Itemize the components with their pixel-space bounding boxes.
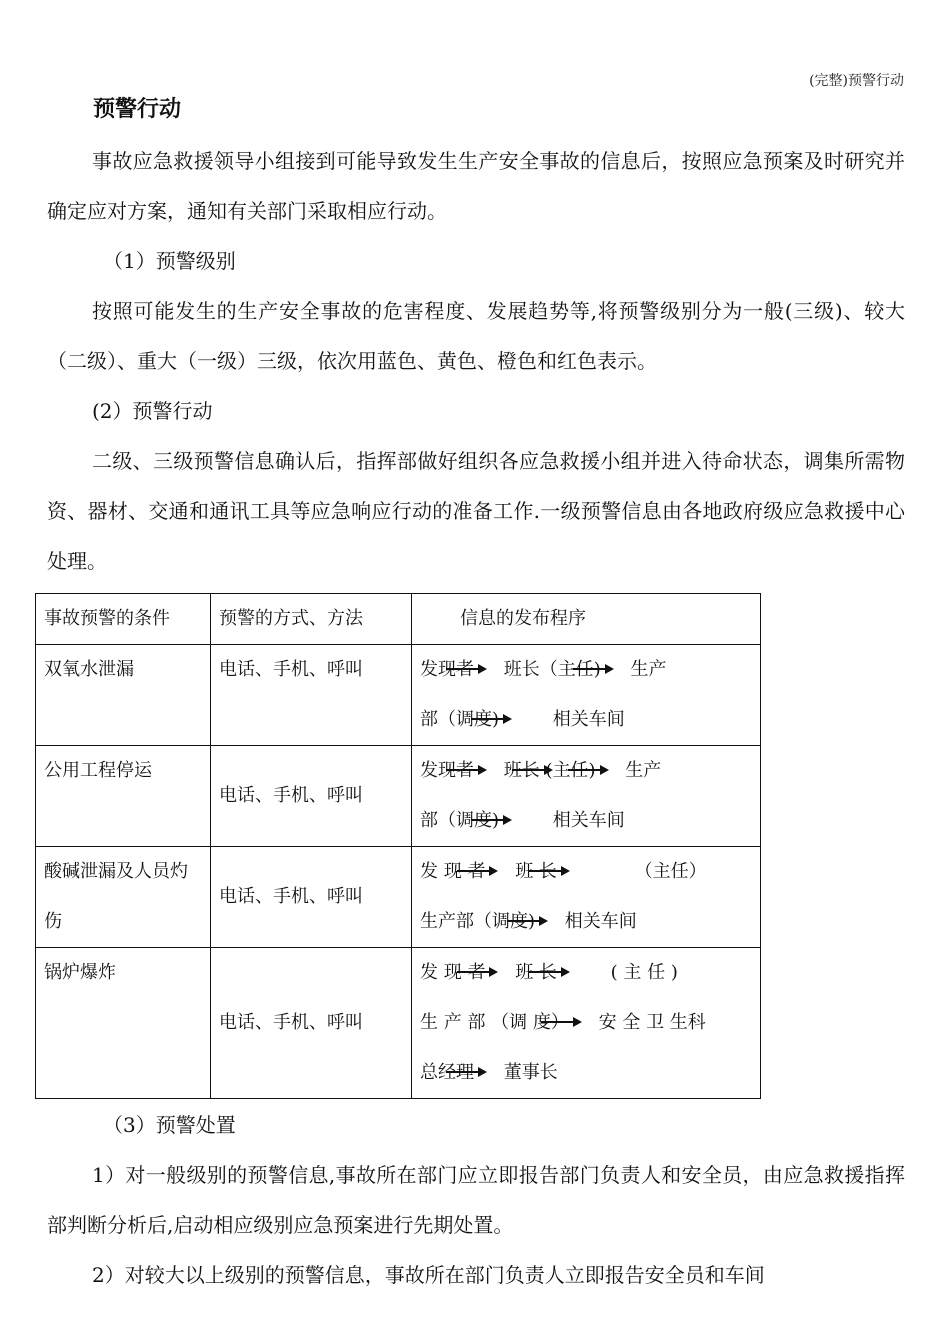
document-body xyxy=(44,136,905,1300)
flow-step: 生产 xyxy=(625,760,662,781)
intro-paragraph: 事故应急救援领导小组接到可能导致发生生产安全事故的信息后，按照应急预案及时研究并确定应对方案，通知有关部门采取相应行动。 xyxy=(47,149,905,223)
row-condition: 酸碱泄漏及人员灼伤 xyxy=(36,847,211,948)
table-row xyxy=(36,645,761,746)
section2-heading: (2）预警行动 xyxy=(92,399,213,423)
running-header: (完整)预警行动 xyxy=(809,73,904,89)
flow-step: 生产部（调度) xyxy=(420,911,536,932)
flow-step: 部（调度) xyxy=(420,709,500,730)
page-title: 预警行动 xyxy=(93,97,182,122)
flow-step: 董事长 xyxy=(503,1062,558,1083)
section2-body: 二级、三级预警信息确认后，指挥部做好组织各应急救援小组并进入待命状态，调集所需物资、器材、交通和通讯工具等应急响应行动的准备工作.一级预警信息由各地政府级应急救援中心处理。 xyxy=(47,449,905,573)
table-header-row xyxy=(36,594,761,645)
section1-heading: （1）预警级别 xyxy=(103,249,236,273)
table-row xyxy=(36,746,761,847)
section3-item2: 2）对较大以上级别的预警信息，事故所在部门负责人立即报告安全员和车间 xyxy=(92,1263,765,1287)
row-method: 电话、手机、呼叫 xyxy=(211,645,412,746)
flow-step: 班长（主任) xyxy=(503,659,601,680)
header-procedure: 信息的发布程序 xyxy=(412,594,761,645)
warning-table xyxy=(35,593,761,1099)
row-procedure xyxy=(412,746,761,847)
flow-step: (主任) xyxy=(545,760,596,781)
row-procedure xyxy=(412,948,761,1099)
table-row xyxy=(36,847,761,948)
row-procedure xyxy=(412,645,761,746)
section1-body: 按照可能发生的生产安全事故的危害程度、发展趋势等,将预警级别分为一般(三级)、较大（二级）、重大（一级）三级，依次用蓝色、黄色、橙色和红色表示。 xyxy=(47,299,905,373)
flow-step: 班 长 xyxy=(515,861,557,882)
flow-step: 相关车间 xyxy=(564,911,637,932)
flow-step: 发现者 xyxy=(420,659,474,680)
flow-step: 相关车间 xyxy=(552,709,625,730)
row-method: 电话、手机、呼叫 xyxy=(211,847,412,948)
flow-step: （主任） xyxy=(634,861,707,882)
table-row xyxy=(36,948,761,1099)
flow-step: 相关车间 xyxy=(552,810,625,831)
flow-step: 生 产 部 （调 度） xyxy=(420,1012,569,1033)
row-method: 电话、手机、呼叫 xyxy=(211,746,412,847)
flow-step: 安 全 卫 生科 xyxy=(598,1012,706,1033)
header-condition: 事故预警的条件 xyxy=(36,594,211,645)
section3-item1: 1）对一般级别的预警信息,事故所在部门应立即报告部门负责人和安全员，由应急救援指挥部判断分析后,启动相应级别应急预案进行先期处置。 xyxy=(47,1163,905,1237)
header-method: 预警的方式、方法 xyxy=(211,594,412,645)
flow-step: 总经理 xyxy=(420,1062,474,1083)
flow-step: ( 主 任 ) xyxy=(610,962,678,983)
flow-step: 班长 xyxy=(503,760,540,781)
row-procedure xyxy=(412,847,761,948)
flow-step: 部（调度) xyxy=(420,810,500,831)
row-condition: 双氧水泄漏 xyxy=(36,645,211,746)
flow-step: 班 长 xyxy=(515,962,557,983)
row-condition: 锅炉爆炸 xyxy=(36,948,211,1099)
row-condition: 公用工程停运 xyxy=(36,746,211,847)
flow-step: 生产 xyxy=(630,659,667,680)
flow-step: 发 现 者 xyxy=(420,962,486,983)
flow-step: 发 现 者 xyxy=(420,861,486,882)
row-method: 电话、手机、呼叫 xyxy=(211,948,412,1099)
flow-step: 发现者 xyxy=(420,760,474,781)
section3-heading: （3）预警处置 xyxy=(103,1113,236,1137)
